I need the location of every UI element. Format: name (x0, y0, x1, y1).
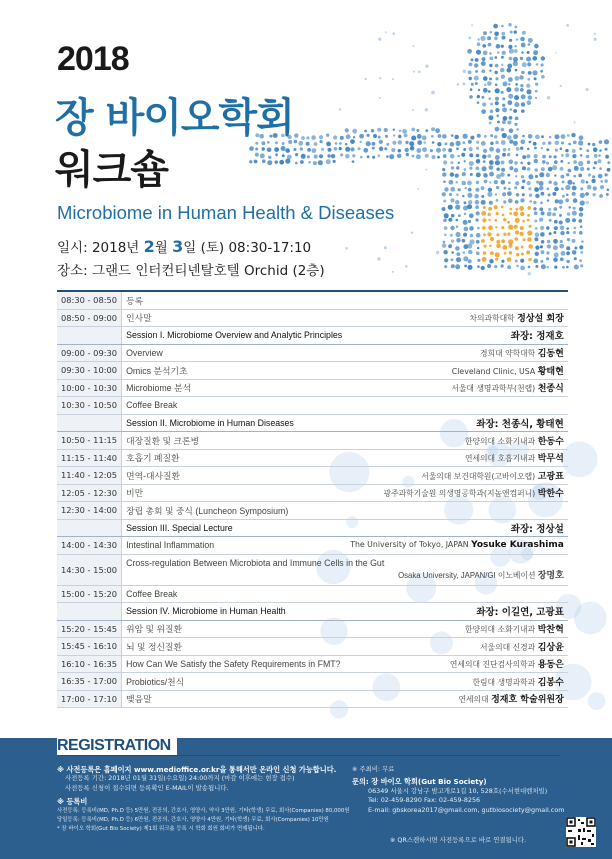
speaker-affiliation: 서울대 생명과학부(천랩) (451, 384, 536, 394)
speaker-name: 박찬혁 (537, 625, 564, 636)
speaker-cell (346, 291, 568, 309)
speaker-cell (346, 327, 568, 345)
schedule-row (57, 484, 568, 502)
contact-email: E-mail: gbskorea2017@gmail.com, gutbiosociety@gmail.com (368, 805, 565, 814)
schedule-table (57, 290, 568, 708)
schedule-time: 08:50 - 09:00 (57, 309, 122, 327)
event-date (57, 236, 311, 256)
fee-onsite: 당일등록: 등록비(MD, Ph.D 등) 6만원, 전공의, 간호사, 영양사 4만원, 기타(학생) 무료, 회사(Companies) 10만원 (57, 817, 329, 824)
speaker-cell (346, 502, 568, 520)
schedule-row (57, 362, 568, 380)
speaker-affiliation: 연세의대 (458, 695, 489, 705)
schedule-row (57, 379, 568, 397)
speaker-name: 좌장: 천종식, 황태현 (476, 418, 564, 430)
date-month: 2 (143, 237, 155, 256)
speaker-name: 김봉수 (537, 677, 564, 688)
speaker-name: 박무석 (537, 454, 564, 465)
program-title: Coffee Break (122, 585, 347, 603)
date-prefix: 2018년 (91, 240, 140, 256)
date-rest: 일 (토) 08:30-17:10 (183, 240, 312, 256)
speaker-affiliation: 한양의대 소화기내과 (464, 625, 536, 635)
speaker-name: 장명호 (537, 570, 564, 580)
speaker-cell (346, 585, 568, 603)
program-title: 면역-대사질환 (122, 467, 347, 485)
speaker-cell (346, 449, 568, 467)
schedule-time: 16:35 - 17:00 (57, 673, 122, 691)
place-value: 그랜드 인터컨티넨탈호텔 Orchid (2층) (91, 263, 325, 279)
schedule-time: 15:00 - 15:20 (57, 585, 122, 603)
program-title: Intestinal Inflammation (122, 537, 347, 555)
schedule-time: 14:00 - 14:30 (57, 537, 122, 555)
pre-registration-note: 사전등록 신청이 접수되면 등록확인 E-MAIL이 발송됩니다. (65, 783, 229, 792)
speaker-affiliation: 서울의대 신경과 (480, 642, 536, 652)
schedule-time: 10:50 - 11:15 (57, 432, 122, 450)
registration-title: REGISTRATION (57, 737, 177, 755)
speaker-cell (346, 432, 568, 450)
schedule-time: 08:30 - 08:50 (57, 291, 122, 309)
schedule-time (57, 519, 122, 537)
speaker-name: 황태현 (537, 366, 564, 377)
schedule-row (57, 291, 568, 309)
fee-note: * 장 바이오 학회(Gut Bio Society) 제1회 워크숍 등록 시 학회 회원 회비가 면제됩니다. (57, 826, 265, 833)
schedule-row (57, 467, 568, 485)
speaker-cell (346, 537, 568, 555)
pre-registration-period: 사전등록 기간: 2018년 01월 31일(수요일) 24:00까지 (마감 이후에는 현장 접수) (65, 774, 295, 783)
session-title: Session III. Special Lecture (122, 519, 347, 537)
date-day: 3 (172, 237, 184, 256)
schedule-row (57, 432, 568, 450)
schedule-time: 10:00 - 10:30 (57, 379, 122, 397)
workshop-subtitle: Microbiome in Human Health & Diseases (57, 202, 395, 223)
schedule-time: 12:05 - 12:30 (57, 484, 122, 502)
program-title: 맺음말 (122, 690, 347, 708)
speaker-cell (346, 638, 568, 656)
speaker-affiliation: The University of Tokyo, JAPAN (350, 540, 469, 550)
program-title: Probiotics/천식 (122, 673, 347, 691)
speaker-cell (346, 519, 568, 537)
session-row (57, 327, 568, 345)
speaker-name: 김동현 (537, 349, 564, 360)
schedule-row (57, 502, 568, 520)
event-place (57, 259, 325, 279)
speaker-cell (346, 467, 568, 485)
speaker-name: Yosuke Kurashima (471, 540, 564, 551)
contact-heading: 문의: 장 바이오 학회(Gut Bio Society) (352, 777, 487, 787)
schedule-row (57, 554, 568, 585)
speaker-line (126, 569, 564, 582)
speaker-affiliation: Cleveland Clinic, USA (451, 366, 536, 376)
speaker-name: 좌장: 이길연, 고광표 (476, 607, 564, 619)
session-title: Session II. Microbiome in Human Diseases (122, 414, 347, 432)
speaker-cell (346, 397, 568, 415)
program-title: 인사말 (122, 309, 347, 327)
schedule-row (57, 309, 568, 327)
fee-pre: 사전등록: 등록비(MD, Ph.D 등) 5만원, 전공의, 간호사, 영양사, 약사 3만원, 기타(학생) 무료, 회사(Companies) 80,000원 (57, 807, 350, 814)
schedule-time (57, 603, 122, 621)
schedule-time: 16:10 - 16:35 (57, 655, 122, 673)
speaker-affiliation: 경희대 약학대학 (480, 349, 536, 359)
speaker-cell (346, 414, 568, 432)
schedule-row (57, 397, 568, 415)
speaker-cell (346, 309, 568, 327)
contact-phone: Tel: 02-459-8290 Fax: 02-459-8256 (368, 796, 481, 805)
speaker-name: 천종식 (537, 384, 564, 395)
schedule-time: 09:30 - 10:00 (57, 362, 122, 380)
speaker-name: 용동은 (537, 660, 564, 671)
speaker-affiliation: 연세의대 호흡기내과 (464, 454, 536, 464)
program-title: How Can We Satisfy the Safety Requirements in FMT? (122, 655, 347, 673)
schedule-row (57, 690, 568, 708)
speaker-name: 좌장: 정상설 (510, 523, 564, 535)
speaker-cell (346, 655, 568, 673)
speaker-affiliation: 광주과학기술원 의생명공학과(지놈앤컴퍼니) (383, 489, 536, 499)
speaker-name: 좌장: 정재호 (510, 331, 564, 343)
program-title: 장립 총회 및 중식 (Luncheon Symposium) (122, 502, 347, 520)
speaker-affiliation: 차의과학대학 (469, 314, 515, 324)
schedule-time (57, 414, 122, 432)
speaker-cell (346, 484, 568, 502)
program-title: 뇌 및 정신질환 (122, 638, 347, 656)
schedule-row (57, 620, 568, 638)
schedule-row (57, 655, 568, 673)
program-title: 호흡기 폐질환 (122, 449, 347, 467)
speaker-name: 고광표 (537, 471, 564, 482)
program-title (122, 554, 568, 585)
contact-info (352, 765, 567, 815)
program-title: 비만 (122, 484, 347, 502)
program-title: 등록 (122, 291, 347, 309)
schedule-row (57, 673, 568, 691)
speaker-name: 박한수 (537, 489, 564, 500)
year-heading: 2018 (57, 40, 129, 78)
session-row (57, 519, 568, 537)
program-title: 위암 및 위질환 (122, 620, 347, 638)
speaker-cell (346, 379, 568, 397)
schedule-row (57, 537, 568, 555)
program-title: Omics 분석기초 (122, 362, 347, 380)
registration-divider (57, 755, 560, 756)
speaker-name: 정재호 학술위원장 (491, 695, 564, 706)
speaker-name: 한동수 (537, 436, 564, 447)
speaker-cell (346, 620, 568, 638)
society-title: 장 바이오학회 (55, 95, 294, 141)
schedule-time: 09:00 - 09:30 (57, 344, 122, 362)
contact-address: 06349 서울시 강남구 밤고개로1길 10, 528호(수서현대벤처빌) (368, 786, 548, 795)
schedule-time (57, 327, 122, 345)
date-label: 일시: (57, 240, 88, 256)
fee-heading: ※ 등록비 (57, 797, 88, 807)
speaker-cell (346, 690, 568, 708)
qr-note: ※ QR스캔하시면 사전등록으로 바로 연결됩니다. (390, 836, 527, 844)
schedule-time: 15:45 - 16:10 (57, 638, 122, 656)
schedule-time: 15:20 - 15:45 (57, 620, 122, 638)
session-title: Session IV. Microbiome in Human Health (122, 603, 347, 621)
speaker-cell (346, 603, 568, 621)
schedule-row (57, 585, 568, 603)
session-title: Session I. Microbiome Overview and Analytic Principles (122, 327, 347, 345)
schedule-time: 11:15 - 11:40 (57, 449, 122, 467)
schedule-row (57, 638, 568, 656)
session-row (57, 603, 568, 621)
date-month-unit: 월 (154, 240, 168, 256)
speaker-cell (346, 362, 568, 380)
speaker-affiliation: 연세의대 진단검사의학과 (449, 660, 536, 670)
speaker-cell (346, 344, 568, 362)
program-title: Coffee Break (122, 397, 347, 415)
schedule-time: 11:40 - 12:05 (57, 467, 122, 485)
schedule-row (57, 344, 568, 362)
speaker-name: 김상윤 (537, 642, 564, 653)
workshop-title: 워크숍 (55, 147, 168, 193)
qr-code-icon[interactable] (566, 817, 596, 847)
registration-info (57, 765, 357, 835)
speaker-affiliation: 한림대 생명과학과 (472, 677, 536, 687)
speaker-name: 정상설 회장 (517, 314, 564, 325)
speaker-affiliation: 서울의대 보건대학원(고바이오랩) (421, 471, 536, 481)
program-title: Microbiome 분석 (122, 379, 347, 397)
place-label: 장소: (57, 263, 88, 279)
schedule-time: 12:30 - 14:00 (57, 502, 122, 520)
pre-registration-heading: ※ 사전등록은 홈페이지 www.medioffice.or.kr을 통해서만 온라인 신청 가능합니다. (57, 765, 337, 774)
speaker-affiliation: 한양의대 소화기내과 (464, 436, 536, 446)
schedule-time: 17:00 - 17:10 (57, 690, 122, 708)
program-title: Cross-regulation Between Microbiota and Immune Cells in the Gut (126, 558, 385, 568)
host-note: ※ 주최비: 무료 (352, 765, 395, 773)
schedule-time: 10:30 - 10:50 (57, 397, 122, 415)
schedule-time: 14:30 - 15:00 (57, 554, 122, 585)
speaker-affiliation: Osaka University, JAPAN/GI 이노베이션 (398, 571, 536, 580)
schedule-row (57, 449, 568, 467)
speaker-cell (346, 673, 568, 691)
program-title: 대장질환 및 크론병 (122, 432, 347, 450)
session-row (57, 414, 568, 432)
program-title: Overview (122, 344, 347, 362)
